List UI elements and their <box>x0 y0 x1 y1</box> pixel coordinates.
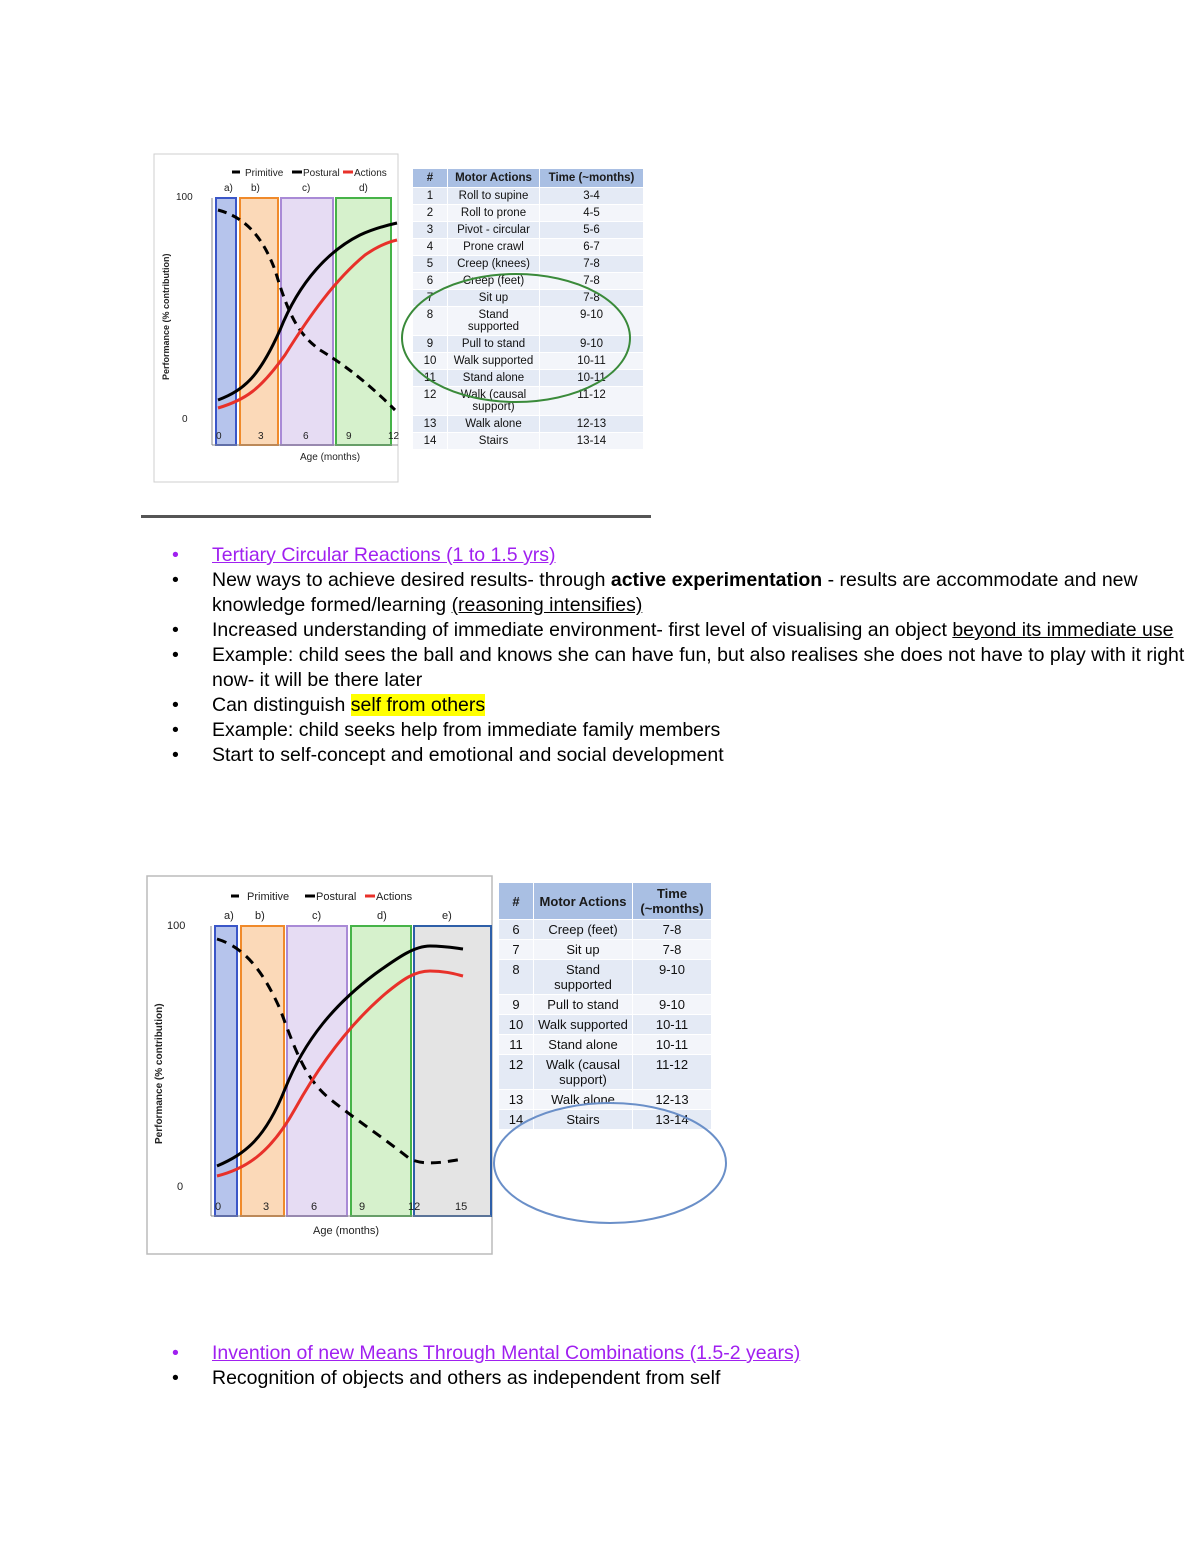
table-header: # <box>499 883 534 920</box>
list-item <box>172 1341 800 1366</box>
table-header: Time (~months) <box>633 883 712 920</box>
phase-label-e: e) <box>442 910 452 922</box>
row-number-cell: 10 <box>499 1015 534 1035</box>
x-tick-15: 15 <box>455 1201 468 1213</box>
list-item <box>172 543 1200 568</box>
motor-action-cell: Stairs <box>534 1110 633 1130</box>
legend-postural: Postural <box>316 891 357 903</box>
phase-label-a: a) <box>224 910 234 922</box>
y-tick-100: 100 <box>176 192 193 203</box>
x-tick-3: 3 <box>258 431 264 442</box>
row-number-cell: 2 <box>413 205 448 222</box>
table-row <box>499 1035 712 1055</box>
motor-action-cell: Walk supported <box>448 353 540 370</box>
section-heading-tertiary[interactable]: Tertiary Circular Reactions (1 to 1.5 yrs) <box>212 544 556 566</box>
x-axis-label: Age (months) <box>300 452 361 463</box>
row-number-cell: 13 <box>499 1090 534 1110</box>
phase-label-a: a) <box>224 183 233 194</box>
motor-action-cell: Stand supported <box>448 307 540 336</box>
motor-action-cell: Sit up <box>448 290 540 307</box>
motor-action-cell: Pull to stand <box>534 995 633 1015</box>
row-number-cell: 9 <box>499 995 534 1015</box>
row-number-cell: 4 <box>413 239 448 256</box>
y-axis-label: Performance (% contribution) <box>154 1003 165 1144</box>
motor-action-cell: Creep (feet) <box>448 273 540 290</box>
motor-action-cell: Walk (causal support) <box>448 387 540 416</box>
table-row <box>499 1015 712 1035</box>
time-cell: 4-5 <box>540 205 644 222</box>
row-number-cell: 1 <box>413 188 448 205</box>
motor-action-cell: Creep (feet) <box>534 920 633 940</box>
phase-label-d: d) <box>359 183 368 194</box>
underlined-text: (reasoning intensifies) <box>451 594 643 616</box>
list-item <box>172 643 1200 693</box>
time-cell: 9-10 <box>633 995 712 1015</box>
table-row <box>413 433 644 450</box>
motor-action-cell: Walk alone <box>534 1090 633 1110</box>
time-cell: 6-7 <box>540 239 644 256</box>
row-number-cell: 10 <box>413 353 448 370</box>
phase-label-b: b) <box>251 183 260 194</box>
row-number-cell: 11 <box>499 1035 534 1055</box>
phase-label-c: c) <box>302 183 311 194</box>
text-segment: Increased understanding of immediate environment- first level of visualising an object <box>212 619 953 641</box>
phase-b-box <box>241 926 284 1216</box>
phase-label-b: b) <box>255 910 265 922</box>
row-number-cell: 14 <box>499 1110 534 1130</box>
table-header: # <box>413 169 448 188</box>
bullet-glyph: • <box>172 544 179 566</box>
bullet-glyph: • <box>172 1367 179 1389</box>
text-segment: Start to self-concept and emotional and social development <box>212 744 724 766</box>
time-cell: 7-8 <box>633 920 712 940</box>
motor-action-cell: Stand supported <box>534 960 633 995</box>
row-number-cell: 3 <box>413 222 448 239</box>
table-header: Motor Actions <box>534 883 633 920</box>
time-cell: 10-11 <box>540 370 644 387</box>
highlighted-text: self from others <box>350 694 486 716</box>
time-cell: 13-14 <box>540 433 644 450</box>
table-row <box>499 995 712 1015</box>
bullet-glyph: • <box>172 644 179 666</box>
x-axis-label: Age (months) <box>313 1225 380 1237</box>
bullet-glyph: • <box>172 719 179 741</box>
legend-primitive: Primitive <box>247 891 290 903</box>
blue-circle-annotation <box>490 1098 730 1228</box>
time-cell: 10-11 <box>540 353 644 370</box>
motor-action-cell: Roll to prone <box>448 205 540 222</box>
y-tick-0: 0 <box>182 414 188 425</box>
section-2-bullets <box>172 1341 800 1391</box>
time-cell: 7-8 <box>633 940 712 960</box>
time-cell: 5-6 <box>540 222 644 239</box>
horizontal-rule <box>141 515 651 518</box>
section-1-bullets <box>172 543 1200 768</box>
row-number-cell: 9 <box>413 336 448 353</box>
table-row <box>499 960 712 995</box>
figure-2 <box>145 860 725 1260</box>
motor-action-cell: Pull to stand <box>448 336 540 353</box>
time-cell: 12-13 <box>540 416 644 433</box>
text-segment: New ways to achieve desired results- through <box>212 569 611 591</box>
x-tick-6: 6 <box>303 431 309 442</box>
bullet-glyph: • <box>172 619 179 641</box>
table-header: Motor Actions <box>448 169 540 188</box>
phase-b-box <box>240 198 278 445</box>
list-item <box>172 693 1200 718</box>
chart-2 <box>145 874 495 1269</box>
row-number-cell: 5 <box>413 256 448 273</box>
legend-actions: Actions <box>354 168 387 179</box>
row-number-cell: 11 <box>413 370 448 387</box>
phase-label-d: d) <box>377 910 387 922</box>
legend-actions: Actions <box>376 891 413 903</box>
legend-primitive: Primitive <box>245 168 284 179</box>
time-cell: 9-10 <box>540 336 644 353</box>
text-segment: Example: child sees the ball and knows she can have fun, but also realises she does not have to play with it right now- it will be there later <box>212 644 1185 691</box>
bullet-glyph: • <box>172 1342 179 1364</box>
text-segment: - results are accommodate and new knowledge formed/learning <box>212 569 1138 616</box>
underlined-text: beyond its immediate use <box>952 619 1174 641</box>
time-cell: 9-10 <box>633 960 712 995</box>
motor-action-cell: Sit up <box>534 940 633 960</box>
motor-action-cell: Creep (knees) <box>448 256 540 273</box>
table-header: Time (~months) <box>540 169 644 188</box>
motor-action-cell: Walk supported <box>534 1015 633 1035</box>
list-item <box>172 718 1200 743</box>
bold-text: active experimentation <box>610 569 823 591</box>
phase-e-box <box>414 926 491 1216</box>
row-number-cell: 7 <box>413 290 448 307</box>
row-number-cell: 6 <box>499 920 534 940</box>
time-cell: 7-8 <box>540 290 644 307</box>
motor-action-cell: Walk alone <box>448 416 540 433</box>
bullet-glyph: • <box>172 744 179 766</box>
section-heading-invention[interactable]: Invention of new Means Through Mental Combinations (1.5-2 years) <box>212 1342 801 1364</box>
row-number-cell: 7 <box>499 940 534 960</box>
row-number-cell: 8 <box>499 960 534 995</box>
figure-1 <box>150 140 652 516</box>
row-number-cell: 12 <box>499 1055 534 1090</box>
chart-1 <box>150 150 412 490</box>
time-cell: 3-4 <box>540 188 644 205</box>
table-row <box>499 920 712 940</box>
time-cell: 9-10 <box>540 307 644 336</box>
motor-action-cell: Pivot - circular <box>448 222 540 239</box>
x-tick-6: 6 <box>311 1201 318 1213</box>
y-tick-0: 0 <box>177 1181 184 1193</box>
green-circle-annotation <box>400 268 640 408</box>
list-item <box>172 1366 800 1391</box>
x-tick-12: 12 <box>388 431 400 442</box>
row-number-cell: 6 <box>413 273 448 290</box>
text-segment: Example: child seeks help from immediate family members <box>212 719 721 741</box>
time-cell: 13-14 <box>633 1110 712 1130</box>
motor-action-cell: Stand alone <box>448 370 540 387</box>
motor-action-cell: Stand alone <box>534 1035 633 1055</box>
text-segment: Recognition of objects and others as independent from self <box>212 1367 721 1389</box>
table-row <box>499 940 712 960</box>
time-cell: 11-12 <box>633 1055 712 1090</box>
time-cell: 10-11 <box>633 1015 712 1035</box>
bullet-glyph: • <box>172 694 179 716</box>
motor-action-cell: Stairs <box>448 433 540 450</box>
time-cell: 7-8 <box>540 256 644 273</box>
time-cell: 12-13 <box>633 1090 712 1110</box>
x-tick-0: 0 <box>215 1201 222 1213</box>
time-cell: 10-11 <box>633 1035 712 1055</box>
legend-postural: Postural <box>303 168 340 179</box>
table-row <box>413 205 644 222</box>
row-number-cell: 8 <box>413 307 448 336</box>
list-item <box>172 743 1200 768</box>
time-cell: 11-12 <box>540 387 644 416</box>
y-axis-label: Performance (% contribution) <box>161 253 171 380</box>
x-tick-9: 9 <box>359 1201 366 1213</box>
table-row <box>413 222 644 239</box>
text-segment: Can distinguish <box>212 694 351 716</box>
x-tick-3: 3 <box>263 1201 270 1213</box>
x-tick-12: 12 <box>408 1201 421 1213</box>
list-item <box>172 618 1200 643</box>
row-number-cell: 13 <box>413 416 448 433</box>
x-tick-9: 9 <box>346 431 352 442</box>
row-number-cell: 14 <box>413 433 448 450</box>
y-tick-100: 100 <box>167 920 186 932</box>
motor-action-cell: Walk (causal support) <box>534 1055 633 1090</box>
table-row <box>499 1055 712 1090</box>
table-row <box>413 416 644 433</box>
x-tick-0: 0 <box>216 431 222 442</box>
bullet-glyph: • <box>172 569 179 591</box>
motor-action-cell: Prone crawl <box>448 239 540 256</box>
table-row <box>413 188 644 205</box>
time-cell: 7-8 <box>540 273 644 290</box>
row-number-cell: 12 <box>413 387 448 416</box>
table-row <box>413 239 644 256</box>
list-item <box>172 568 1200 618</box>
motor-action-cell: Roll to supine <box>448 188 540 205</box>
phase-label-c: c) <box>312 910 322 922</box>
motor-actions-table-2 <box>498 882 712 1130</box>
